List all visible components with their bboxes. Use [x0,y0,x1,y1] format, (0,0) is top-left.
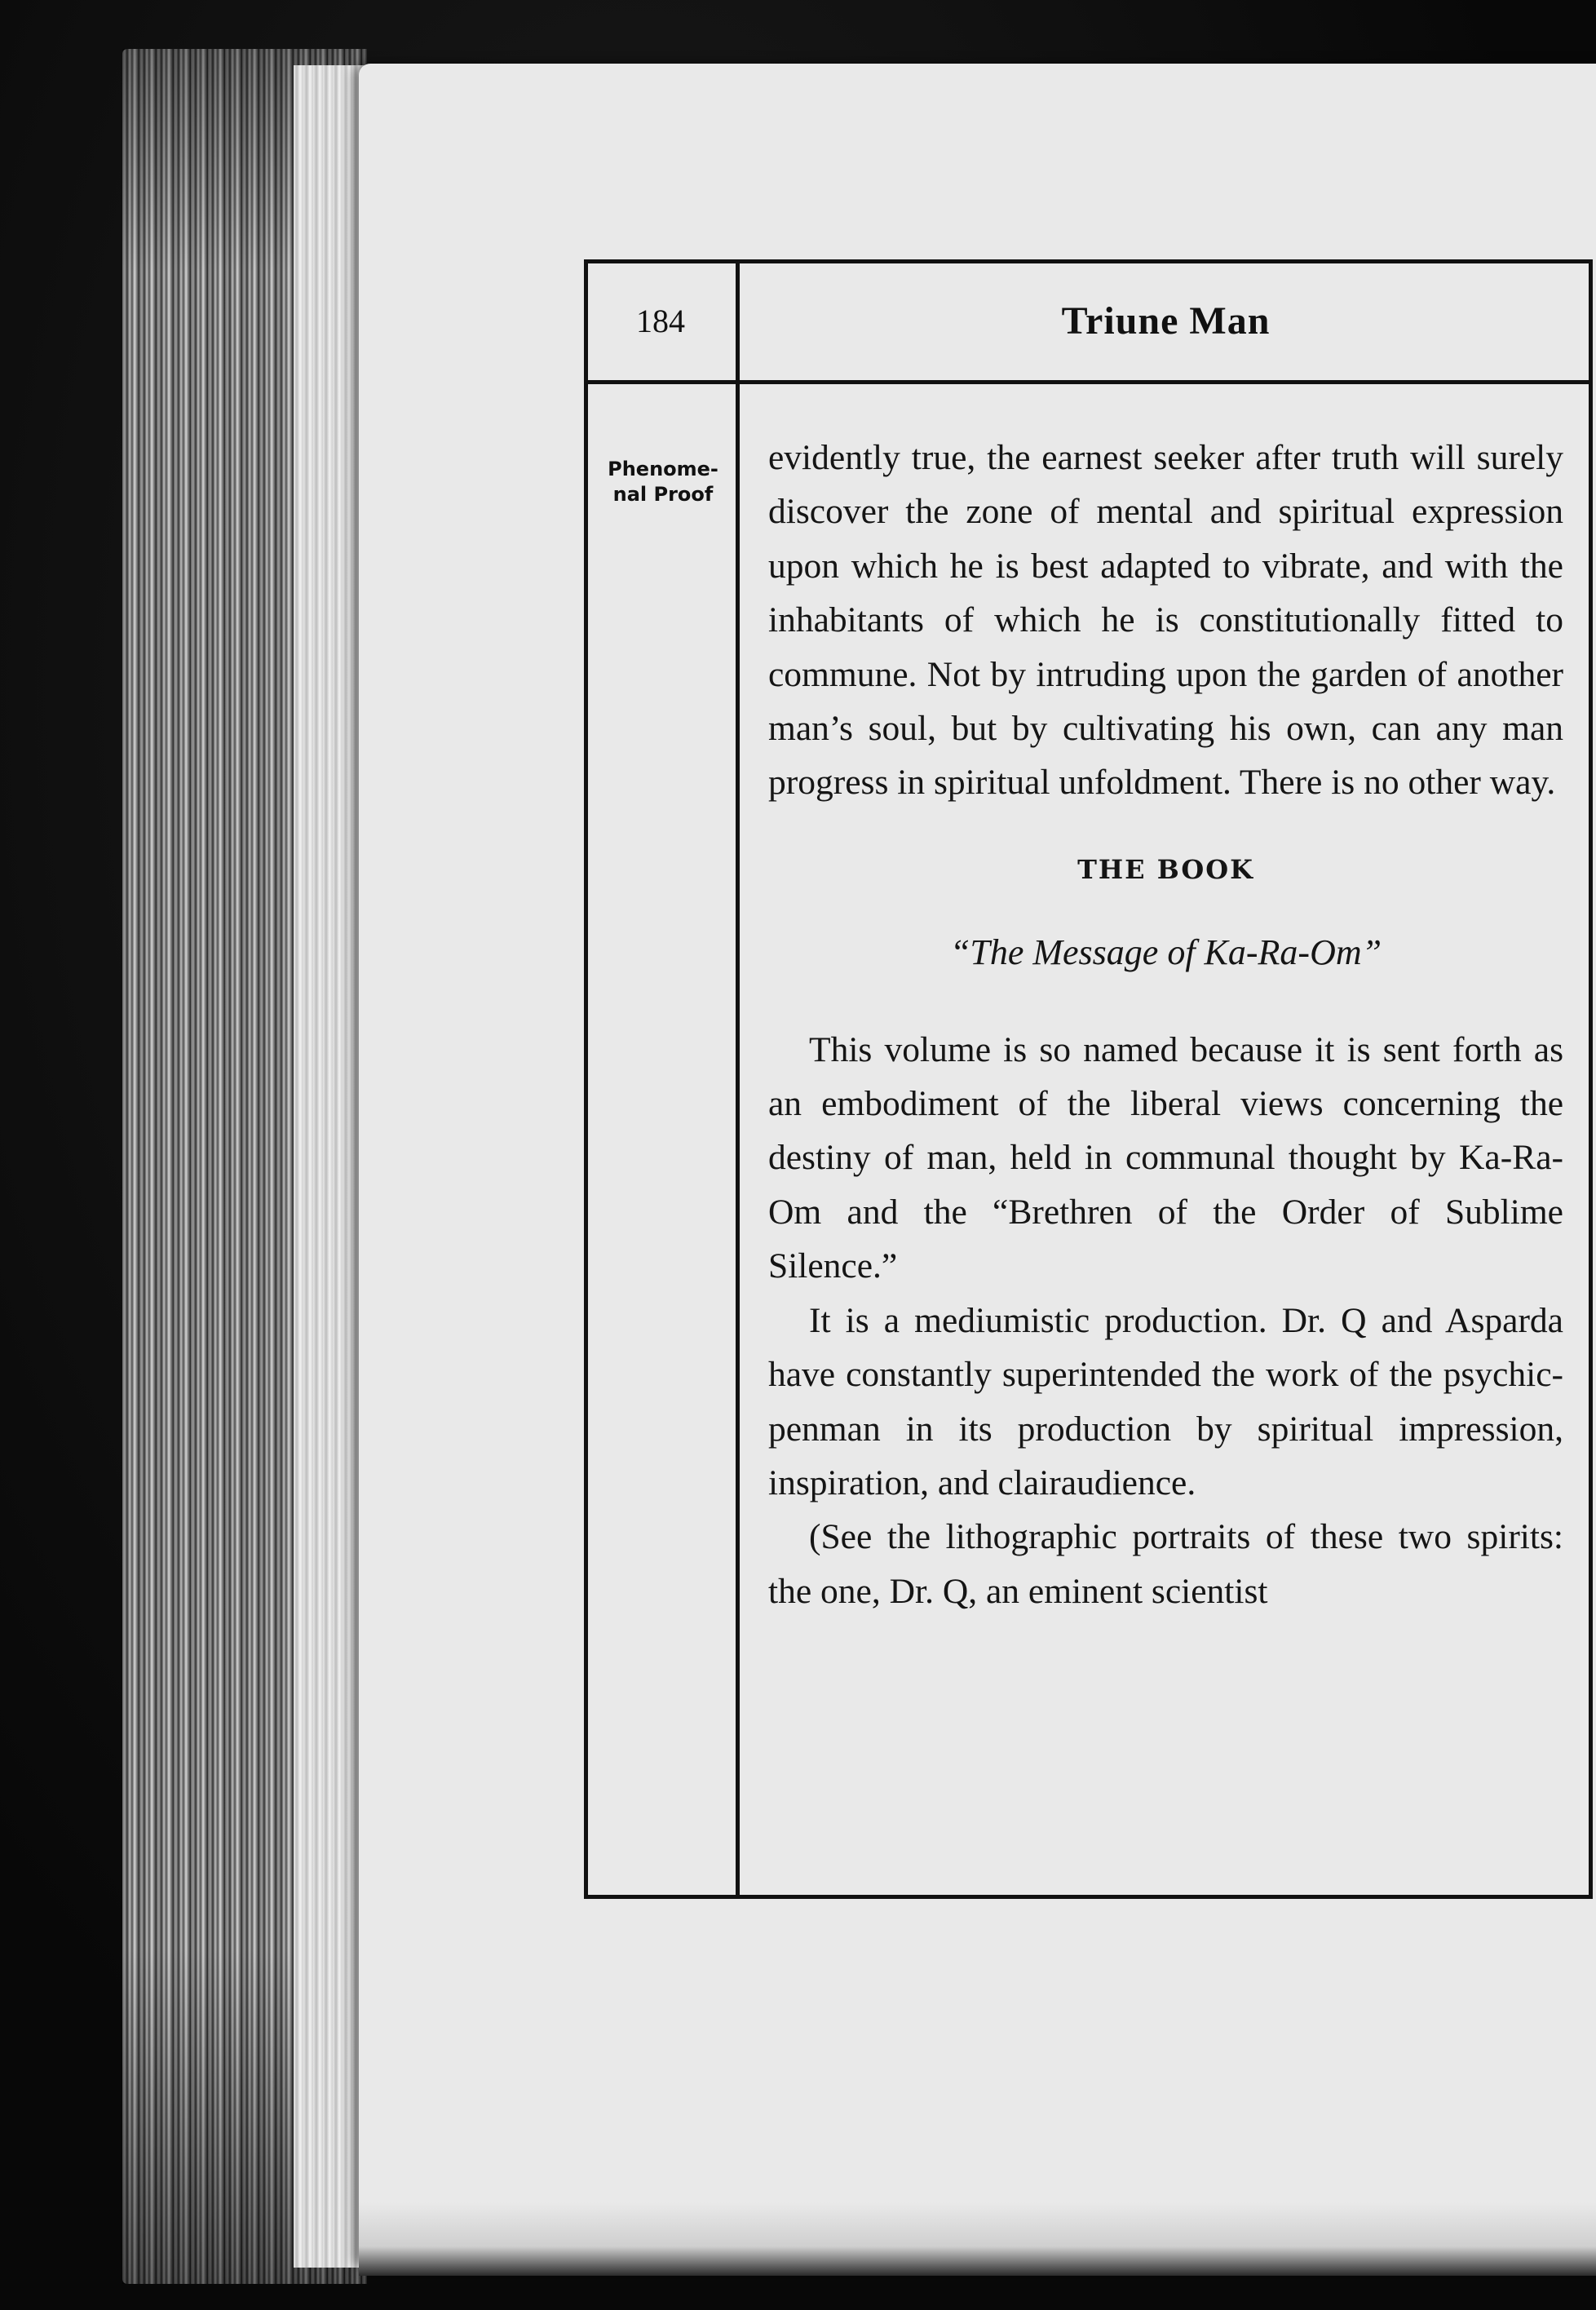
page-number: 184 [636,302,685,339]
book-page-bottom-shadow [359,2202,1596,2276]
page-frame-right-rule [1589,259,1593,1899]
margin-note-line-2: nal Proof [612,483,714,506]
margin-note [594,457,732,507]
paragraph-4: (See the lithographic portraits of these two spirits: the one, Dr. Q, an eminent scientist [768,1517,1563,1611]
margin-column-rule [736,259,740,1899]
body-text [768,431,1563,1618]
running-title: Triune Man [1061,299,1271,343]
book-page-edges-light [294,65,367,2268]
paragraph-1: evidently true, the earnest seeker after truth will surely discover the zone of mental and spiritual expression upon which he is best adapted to vibrate, and with the inhabitants of which he is constitutionally fitted to commune. Not by intruding upon the garden of another man’s soul, but by cultivating his own, can any man progress in spiritual unfoldment. There is no other way. [768,438,1563,803]
paragraph-3: It is a mediumistic production. Dr. Q and Asparda have constantly superintended the work of the psychic-penman in its production by spiritual impression, inspiration, and clairaudience. [768,1300,1563,1502]
margin-note-line-1: Phenome- [608,458,718,480]
book-subtitle: “The Message of Ka-Ra-Om” [949,932,1382,973]
header-rule [584,380,1593,384]
paragraph-2: This volume is so named because it is sent forth as an embodiment of the liberal views concerning the destiny of man, held in communal thought by Ka-Ra-Om and the “Brethren of the Order of Sublime Silence.” [768,1029,1563,1286]
section-heading: THE BOOK [1077,853,1254,885]
